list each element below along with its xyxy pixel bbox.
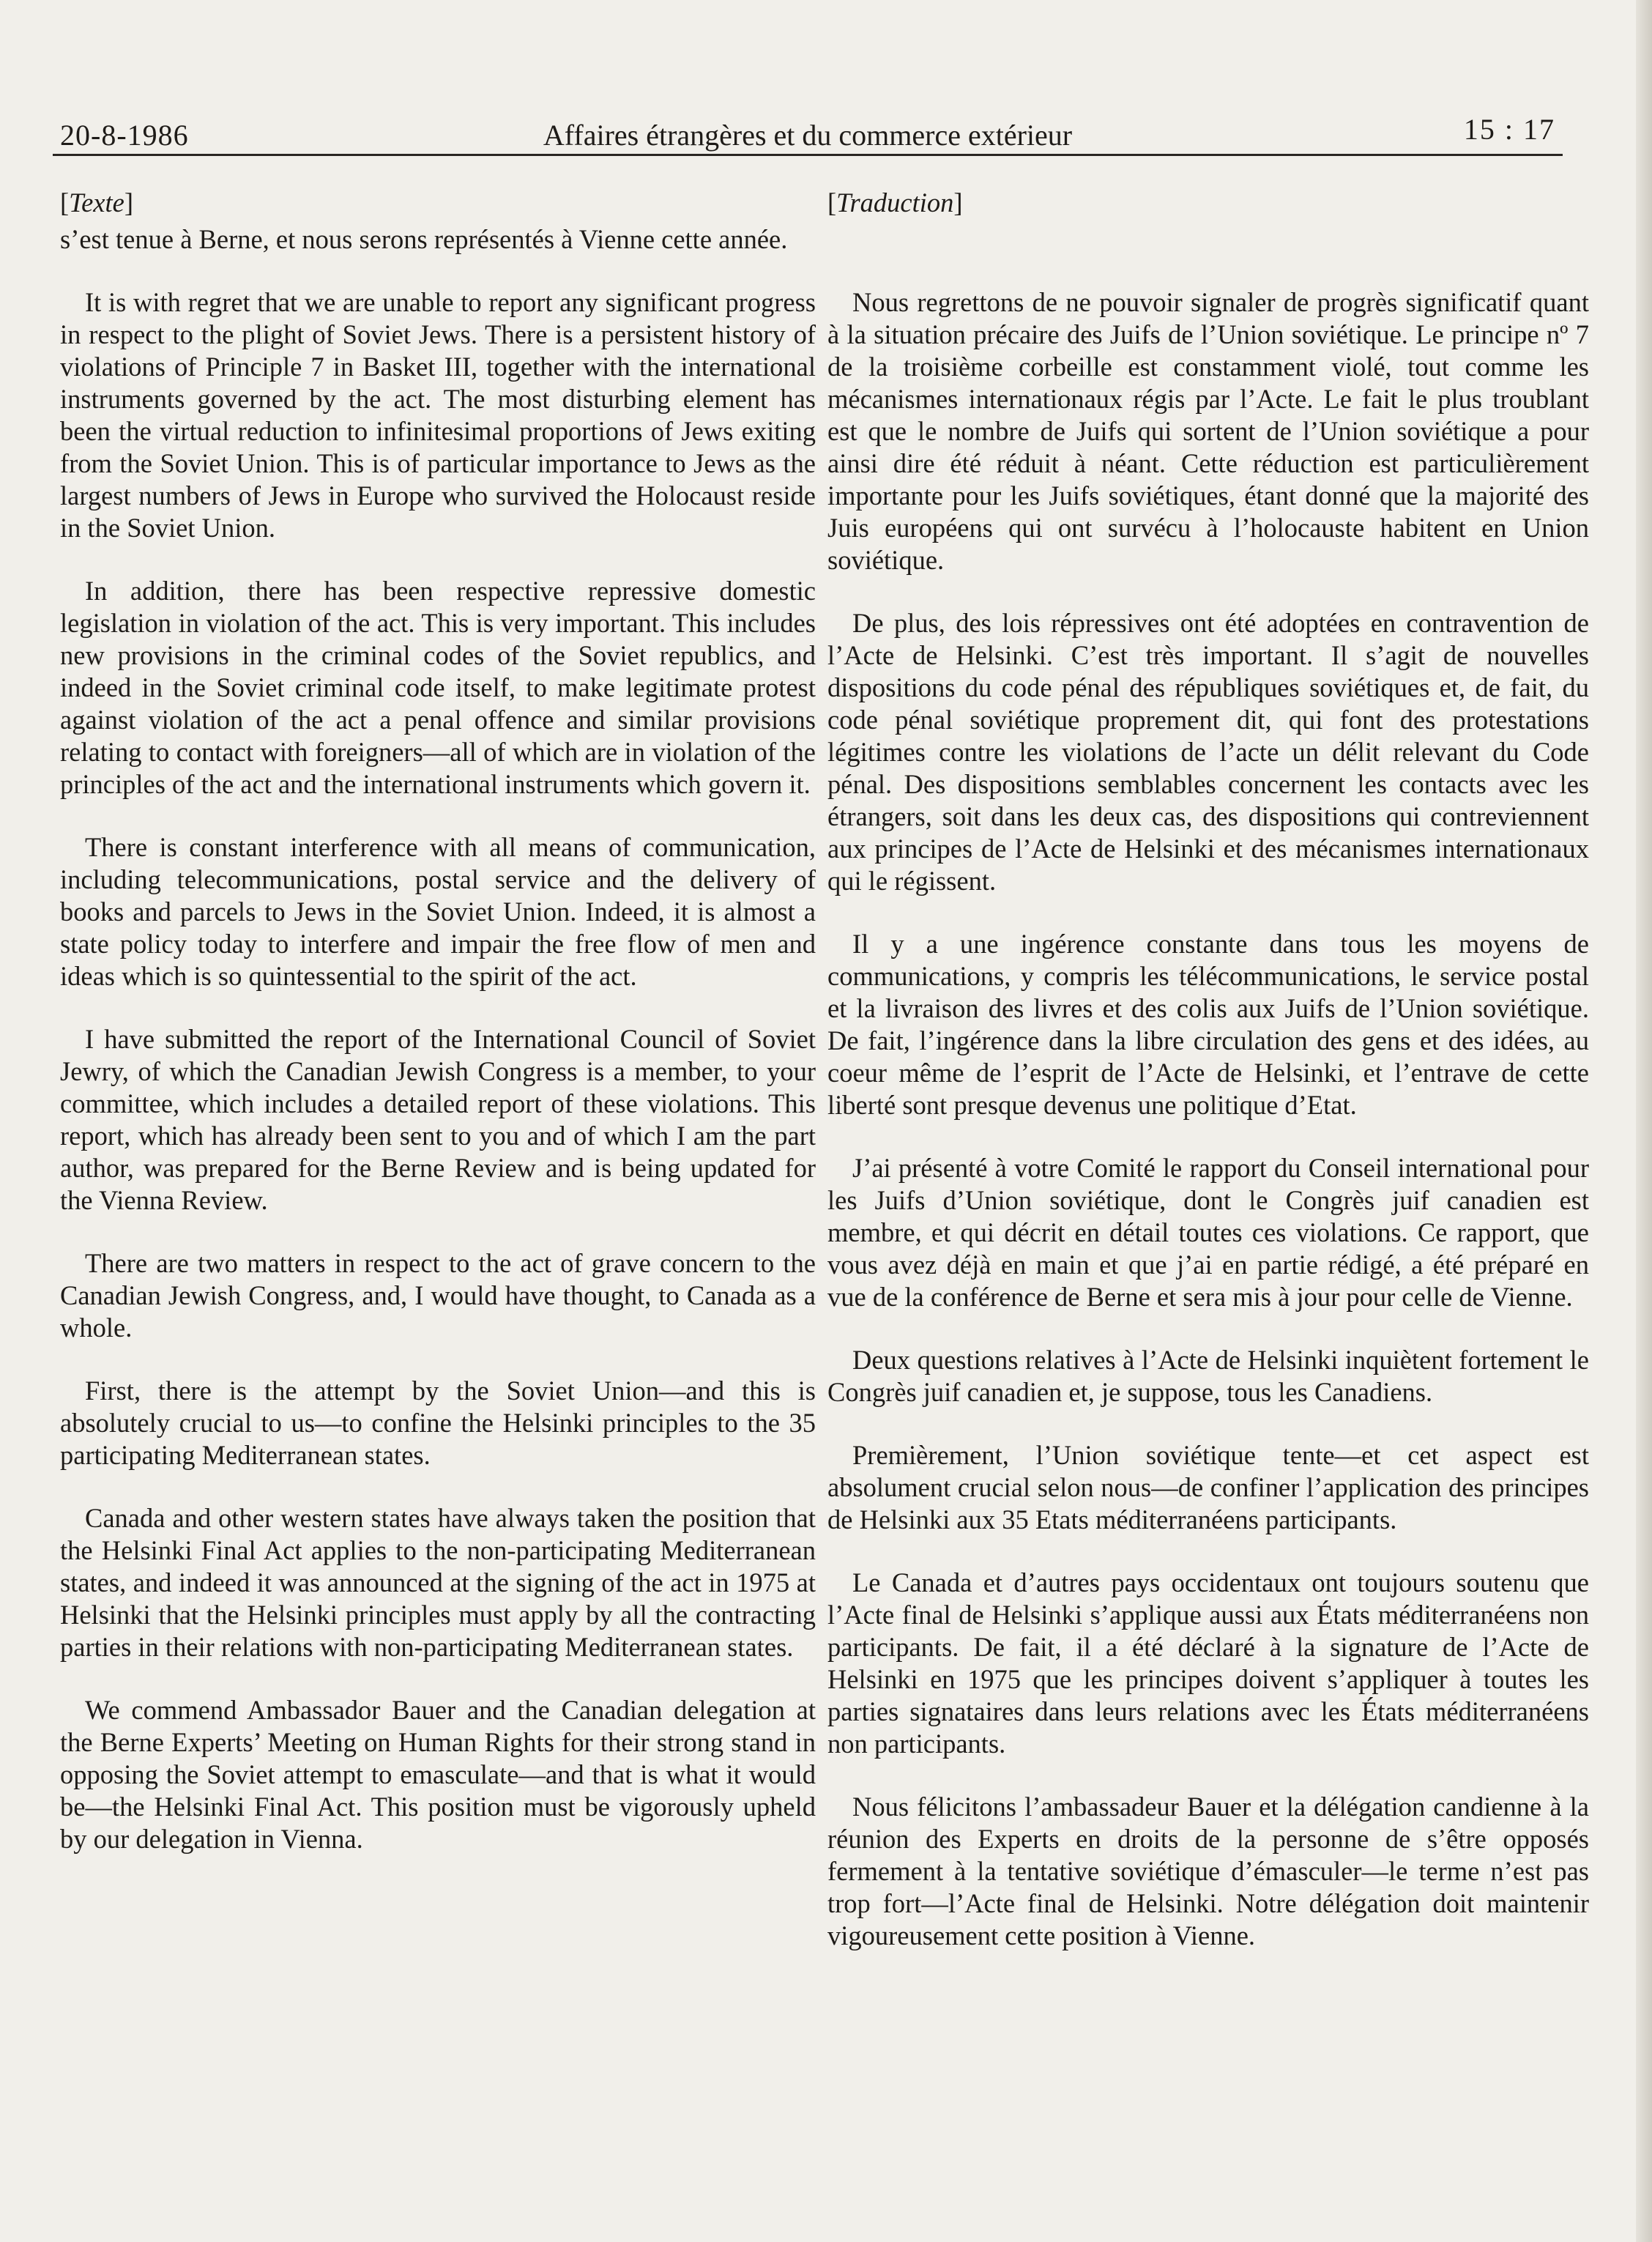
- paragraph: I have submitted the report of the International Council of Soviet Jewry, of which the Canadian Jewish Congress is a member, to your committee, which includes a detailed report of these violations. This report, which has already been sent to you and of which I am the part author, was prepared for the Berne Review and is being updated for the Vienna Review.: [60, 1024, 816, 1215]
- page-header: [53, 110, 1563, 157]
- page-edge: [1636, 0, 1652, 2242]
- paragraph: It is with regret that we are unable to report any significant progress in respect to the plight of Soviet Jews. There is a persistent history of violations of Principle 7 in Basket III, together with the international instruments governed by the act. The most disturbing element has been the virtual reduction to infinitesimal proportions of Jews exiting from the Soviet Union. This is of particular importance to Jews as the largest numbers of Jews in Europe who survived the Holocaust reside in the Soviet Union.: [60, 287, 816, 543]
- paragraph: J’ai présenté à votre Comité le rapport du Conseil international pour les Juifs d’Union soviétique, dont le Congrès juif canadien est membre, et qui décrit en détail toutes ces violations. Ce rapport, que vous avez déjà en main et que j’ai en partie rédigé, a été préparé en vue de la conférence de Berne et sera mis à jour pour celle de Vienne.: [827, 1153, 1589, 1312]
- english-column: [60, 187, 816, 1886]
- header-page-number: 15 : 17: [1463, 113, 1555, 146]
- column-gap: [827, 223, 1589, 286]
- column-label-traduction-text: Traduction: [836, 188, 954, 218]
- paragraph: s’est tenue à Berne, et nous serons représentés à Vienne cette année.: [60, 224, 788, 254]
- column-label-texte-text: Texte: [69, 188, 124, 218]
- column-label-traduction: [Traduction]: [827, 188, 963, 218]
- header-rule: [53, 154, 1563, 156]
- paragraph: Nous regrettons de ne pouvoir signaler de progrès significatif quant à la situation précaire des Juifs de l’Union soviétique. Le principe nº 7 de la troisième corbeille est constamment violé, tout comme les mécanismes internationaux régis par l’Acte. Le fait le plus troublant est que le nombre de Juifs qui sortent de l’Union soviétique a pour ainsi dire été réduit à néant. Cette réduction est particulièrement importante pour les Juifs soviétiques, étant donné que la majorité des Juis européens qui ont survécu à l’holocauste habitent en Union soviétique.: [827, 287, 1589, 575]
- paragraph: First, there is the attempt by the Soviet Union—and this is absolutely crucial to us—to confine the Helsinki principles to the 35 participating Mediterranean states.: [60, 1376, 816, 1470]
- column-label-texte: [Texte]: [60, 188, 134, 218]
- paragraph: Premièrement, l’Union soviétique tente—et cet aspect est absolument crucial selon nous—de confiner l’application des principes de Helsinki aux 35 Etats méditerranéens participants.: [827, 1440, 1589, 1534]
- french-column: [827, 187, 1589, 1983]
- header-title: Affaires étrangères et du commerce extérieur: [543, 119, 1073, 152]
- paragraph: Le Canada et d’autres pays occidentaux ont toujours soutenu que l’Acte final de Helsinki s’applique aussi aux États méditerranéens non participants. De fait, il a été déclaré à la signature de l’Acte de Helsinki en 1975 que les principes doivent s’appliquer à toutes les parties signataires dans leurs relations avec les États méditerranéens non participants.: [827, 1567, 1589, 1759]
- paragraph: There are two matters in respect to the act of grave concern to the Canadian Jewish Congress, and, I would have thought, to Canada as a whole.: [60, 1248, 816, 1343]
- header-date: 20-8-1986: [60, 119, 189, 152]
- paragraph: Il y a une ingérence constante dans tous les moyens de communications, y compris les télécommunications, le service postal et la livraison des livres et des colis aux Juifs de l’Union soviétique. De fait, l’ingérence dans la libre circulation des gens et des idées, au coeur même de l’esprit de l’Acte de Helsinki, et l’entrave de cette liberté sont presque devenus une politique d’Etat.: [827, 929, 1589, 1120]
- paragraph: Nous félicitons l’ambassadeur Bauer et la délégation candienne à la réunion des Experts en droits de la personne de s’être opposés fermement à la tentative soviétique d’émasculer—le terme n’est pas trop fort—l’Acte final de Helsinki. Notre délégation doit maintenir vigoureusement cette position à Vienne.: [827, 1792, 1589, 1950]
- paragraph: In addition, there has been respective repressive domestic legislation in violation of the act. This is very important. This includes new provisions in the criminal codes of the Soviet republics, and indeed in the Soviet criminal code itself, to make legitimate protest against violation of the act a penal offence and similar provisions relating to contact with foreigners—all of which are in violation of the principles of the act and the international instruments which govern it.: [60, 576, 816, 799]
- paragraph: We commend Ambassador Bauer and the Canadian delegation at the Berne Experts’ Meeting on Human Rights for their strong stand in opposing the Soviet attempt to emasculate—and that is what it would be—the Helsinki Final Act. This position must be vigorously upheld by our delegation in Vienna.: [60, 1695, 816, 1854]
- paragraph: De plus, des lois répressives ont été adoptées en contravention de l’Acte de Helsinki. C’est très important. Il s’agit de nouvelles dispositions du code pénal des républiques soviétiques et, de fait, du code pénal soviétique proprement dit, qui font des protestations légitimes contre les violations de l’acte un délit relevant du Code pénal. Des dispositions semblables concernent les contacts avec les étrangers, soit dans les deux cas, des dispositions qui contreviennent aux principes de l’Acte de Helsinki et des mécanismes internationaux qui le régissent.: [827, 608, 1589, 896]
- paragraph: Canada and other western states have always taken the position that the Helsinki Final Act applies to the non-participating Mediterranean states, and indeed it was announced at the signing of the act in 1975 at Helsinki that the Helsinki principles must apply by all the contracting parties in their relations with non-participating Mediterranean states.: [60, 1503, 816, 1662]
- paragraph: Deux questions relatives à l’Acte de Helsinki inquiètent fortement le Congrès juif canadien et, je suppose, tous les Canadiens.: [827, 1345, 1589, 1407]
- paragraph: There is constant interference with all means of communication, including telecommunications, postal service and the delivery of books and parcels to Jews in the Soviet Union. Indeed, it is almost a state policy today to interfere and impair the free flow of men and ideas which is so quintessential to the spirit of the act.: [60, 832, 816, 991]
